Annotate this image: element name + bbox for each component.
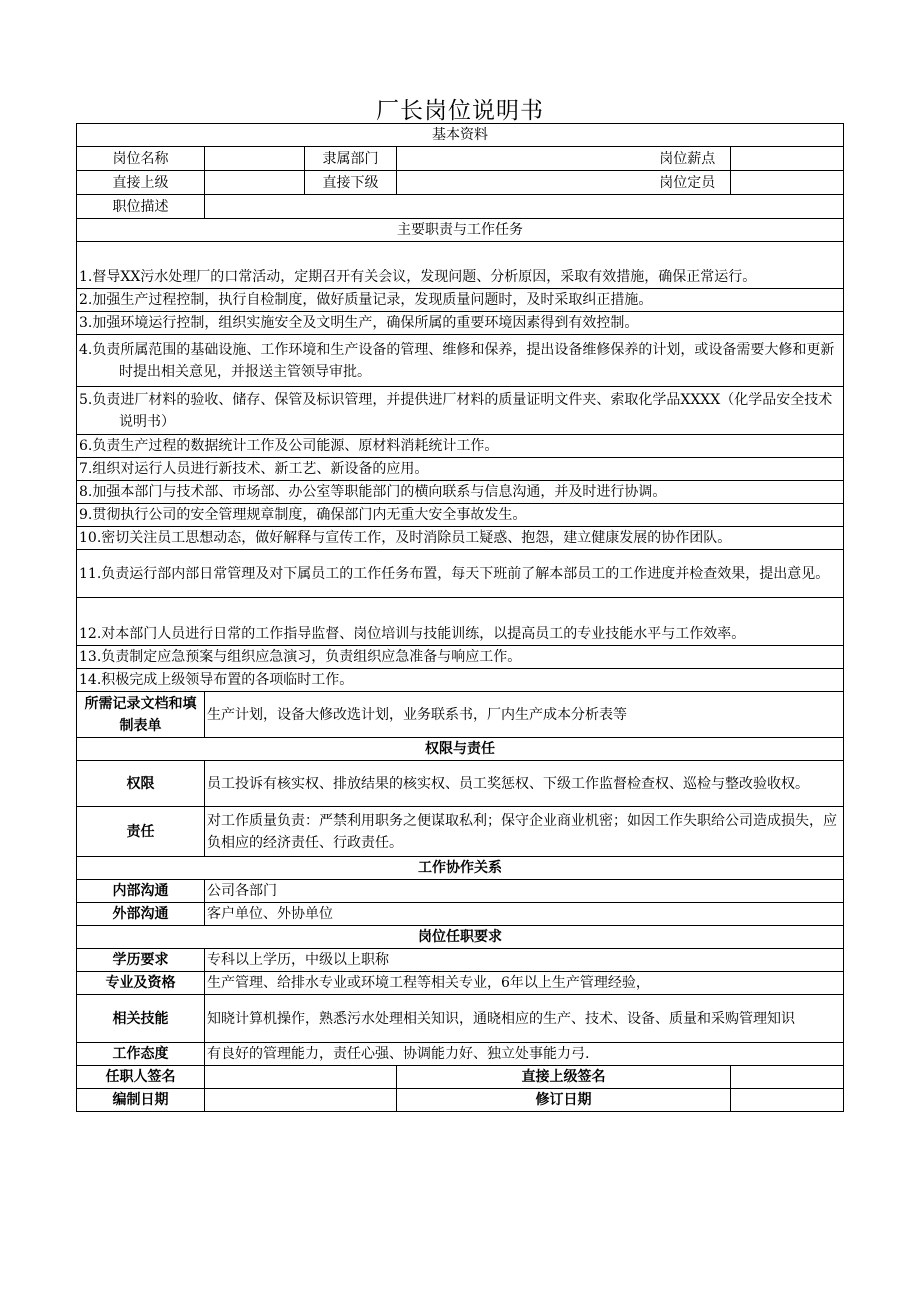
internal-label: 内部沟通 — [77, 880, 205, 903]
skills-label: 相关技能 — [77, 995, 205, 1043]
duty-item-text: 5.负责进厂材料的验收、储存、保管及标识管理，并提供进厂材料的质量证明文件夹、索取化学品XXXX（化学品安全技术说明书） — [79, 391, 833, 430]
holder-sign-value[interactable] — [205, 1066, 397, 1089]
revised-date-label: 修订日期 — [397, 1089, 731, 1112]
duty-item — [77, 335, 844, 387]
duty-item: 6.负责生产过程的数据统计工作及公司能源、原材料消耗统计工作。 — [77, 435, 844, 458]
affiliation-label: 隶属部门 — [305, 147, 397, 171]
records-value: 生产计划，设备大修改选计划，业务联系书，厂内生产成本分析表等 — [205, 692, 844, 738]
superior-sign-value[interactable] — [731, 1066, 844, 1089]
salary-label: 岗位薪点 — [645, 147, 731, 171]
subordinate-label: 直接下级 — [305, 171, 397, 195]
attitude-label: 工作态度 — [77, 1043, 205, 1066]
duty-item: 7.组织对运行人员进行新技术、新工艺、新设备的应用。 — [77, 458, 844, 481]
section-cooperation-header: 工作协作关系 — [77, 857, 844, 880]
internal-value: 公司各部门 — [205, 880, 844, 903]
section-authority-header: 权限与责任 — [77, 738, 844, 761]
affiliation-value[interactable] — [397, 147, 645, 171]
duty-item: 2.加强生产过程控制，执行自检制度，做好质量记录，发现质量问题时，及时采取纠正措施。 — [77, 289, 844, 312]
job-description-table — [76, 123, 844, 1112]
duty-item-text: 4.负责所属范围的基础设施、工作环境和生产设备的管理、维修和保养，提出设备维修保养的计划，或设备需要大修和更新时提出相关意见，并报送主管领导审批。 — [79, 341, 835, 380]
duty-item: 8.加强本部门与技术部、市场部、办公室等职能部门的横向联系与信息沟通，并及时进行协调。 — [77, 481, 844, 504]
section-basic-header: 基本资料 — [77, 124, 844, 147]
responsibility-value: 对工作质量负责：严禁利用职务之便谋取私利；保守企业商业机密；如因工作失职给公司造成损失，应负相应的经济责任、行政责任。 — [205, 807, 844, 857]
description-label: 职位描述 — [77, 195, 205, 219]
duty-item: 12.对本部门人员进行日常的工作指导监督、岗位培训与技能训练，以提高员工的专业技能水平与工作效率。 — [77, 598, 844, 646]
power-value: 员工投诉有核实权、排放结果的核实权、员工奖惩权、下级工作监督检查权、巡检与整改验收权。 — [205, 761, 844, 807]
duty-item-text: 11.负责运行部内部日常管理及对下属员工的工作任务布置，每天下班前了解本部员工的工作进度并检查效果，提出意见。 — [79, 565, 830, 582]
duty-item: 13.负责制定应急预案与组织应急演习，负责组织应急准备与响应工作。 — [77, 646, 844, 669]
duty-item: 3.加强环境运行控制，组织实施安全及文明生产，确保所属的重要环境因素得到有效控制。 — [77, 312, 844, 335]
subordinate-value[interactable] — [397, 171, 645, 195]
responsibility-label: 责任 — [77, 807, 205, 857]
duty-item: 10.密切关注员工思想动态，做好解释与宣传工作，及时消除员工疑惑、抱怨，建立健康发展的协作团队。 — [77, 527, 844, 550]
superior-value[interactable] — [205, 171, 305, 195]
compiled-date-label: 编制日期 — [77, 1089, 205, 1112]
superior-label: 直接上级 — [77, 171, 205, 195]
external-label: 外部沟通 — [77, 903, 205, 926]
compiled-date-value[interactable] — [205, 1089, 397, 1112]
duty-item — [77, 550, 844, 598]
superior-sign-label: 直接上级签名 — [397, 1066, 731, 1089]
education-label: 学历要求 — [77, 949, 205, 972]
duty-item: 9.贯彻执行公司的安全管理规章制度，确保部门内无重大安全事故发生。 — [77, 504, 844, 527]
revised-date-value[interactable] — [731, 1089, 844, 1112]
duty-item: 14.积极完成上级领导布置的各项临时工作。 — [77, 669, 844, 692]
headcount-value[interactable] — [731, 171, 844, 195]
post-name-label: 岗位名称 — [77, 147, 205, 171]
attitude-value: 有良好的管理能力，责任心强、协调能力好、独立处事能力弓. — [205, 1043, 844, 1066]
description-value[interactable] — [205, 195, 844, 219]
section-requirements-header: 岗位任职要求 — [77, 926, 844, 949]
education-value: 专科以上学历，中级以上职称 — [205, 949, 844, 972]
section-duties-header: 主要职责与工作任务 — [77, 219, 844, 242]
post-name-value[interactable] — [205, 147, 305, 171]
major-value: 生产管理、给排水专业或环境工程等相关专业，6年以上生产管理经验， — [205, 972, 844, 995]
duty-item: 1.督导XX污水处理厂的口常活动，定期召开有关会议，发现问题、分析原因，采取有效措施，确保正常运行。 — [77, 242, 844, 289]
page-title: 厂长岗位说明书 — [376, 98, 544, 124]
records-label: 所需记录文档和填制表单 — [77, 692, 205, 738]
duty-item — [77, 387, 844, 435]
headcount-label: 岗位定员 — [645, 171, 731, 195]
external-value: 客户单位、外协单位 — [205, 903, 844, 926]
salary-value[interactable] — [731, 147, 844, 171]
holder-sign-label: 任职人签名 — [77, 1066, 205, 1089]
major-label: 专业及资格 — [77, 972, 205, 995]
power-label: 权限 — [77, 761, 205, 807]
skills-value: 知晓计算机操作，熟悉污水处理相关知识，通晓相应的生产、技术、设备、质量和采购管理知识 — [205, 995, 844, 1043]
